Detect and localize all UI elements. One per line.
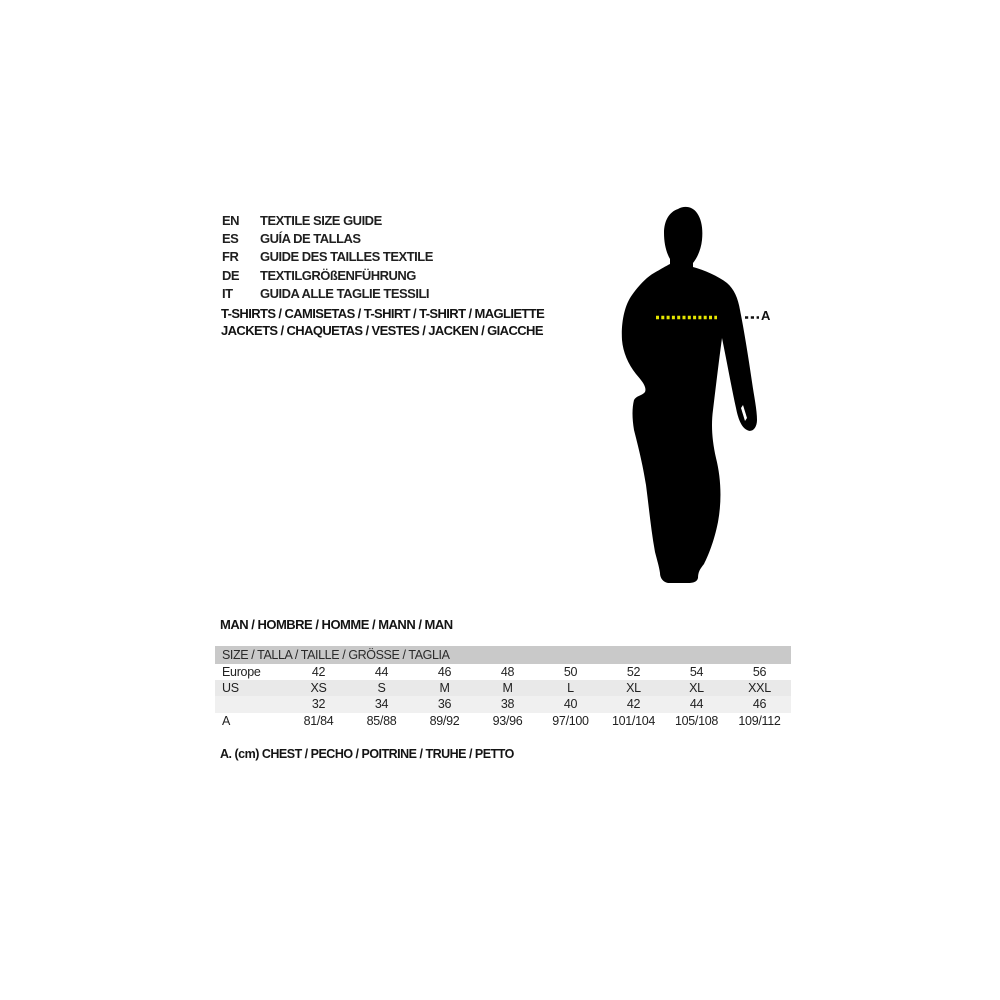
man-silhouette-figure — [600, 200, 800, 600]
size-table — [215, 646, 791, 729]
language-code: EN — [222, 212, 240, 228]
language-list — [222, 211, 433, 303]
table-cell: 34 — [374, 697, 389, 712]
table-cell: 46 — [437, 665, 452, 680]
table-cell: 54 — [689, 665, 704, 680]
table-cell: L — [567, 681, 574, 696]
table-cell: XS — [310, 681, 327, 696]
table-cell: 48 — [500, 665, 515, 680]
table-cell: 93/96 — [492, 713, 523, 728]
table-cell: M — [439, 681, 450, 696]
table-cell: 56 — [752, 665, 767, 680]
language-row-it — [222, 285, 433, 303]
language-row-es — [222, 229, 433, 247]
table-row-chest-cm — [215, 713, 791, 729]
language-title: GUIDA ALLE TAGLIE TESSILI — [260, 286, 430, 302]
language-row-de — [222, 266, 433, 284]
table-row-europe — [215, 664, 791, 680]
table-row-numeric — [215, 696, 791, 712]
table-cell: 32 — [311, 697, 326, 712]
product-line-tshirts: T-SHIRTS / CAMISETAS / T-SHIRT / T-SHIRT / MAGLIETTE — [221, 306, 545, 321]
table-cell: 36 — [437, 697, 452, 712]
table-row-us — [215, 680, 791, 696]
language-code: DE — [222, 267, 240, 283]
language-row-en — [222, 211, 433, 229]
man-silhouette — [622, 207, 757, 583]
product-category-lines — [221, 306, 544, 339]
table-cell: 42 — [311, 665, 326, 680]
table-cell: 52 — [626, 665, 641, 680]
table-cell: 42 — [626, 697, 641, 712]
table-cell: XXL — [748, 681, 771, 696]
table-cell: 38 — [500, 697, 515, 712]
language-row-fr — [222, 248, 433, 266]
table-cell: 89/92 — [429, 713, 460, 728]
row-label: Europe — [222, 665, 261, 680]
language-code: FR — [222, 249, 239, 265]
measure-point-a-label: A — [761, 308, 771, 323]
table-cell: 40 — [563, 697, 578, 712]
table-cell: 97/100 — [552, 713, 589, 728]
table-cell: M — [502, 681, 513, 696]
language-code: IT — [222, 286, 233, 302]
table-cell: XL — [689, 681, 704, 696]
table-cell: 44 — [374, 665, 389, 680]
size-table-header: SIZE / TALLA / TAILLE / GRÖSSE / TAGLIA — [215, 646, 791, 664]
table-cell: S — [377, 681, 386, 696]
table-cell: XL — [626, 681, 641, 696]
table-cell: 81/84 — [303, 713, 334, 728]
row-label: US — [222, 681, 239, 696]
product-line-jackets: JACKETS / CHAQUETAS / VESTES / JACKEN / GIACCHE — [221, 322, 543, 338]
table-cell: 44 — [689, 697, 704, 712]
table-cell: 46 — [752, 697, 767, 712]
row-label: A — [222, 713, 231, 728]
table-cell: 101/104 — [611, 713, 656, 728]
language-title: TEXTILGRÖßENFÜHRUNG — [260, 267, 416, 283]
language-code: ES — [222, 231, 239, 247]
section-title-man: MAN / HOMBRE / HOMME / MANN / MAN — [220, 617, 453, 632]
table-cell: 85/88 — [366, 713, 397, 728]
table-cell: 109/112 — [738, 713, 781, 728]
table-cell: 105/108 — [674, 713, 719, 728]
language-title: GUÍA DE TALLAS — [260, 231, 361, 247]
language-title: TEXTILE SIZE GUIDE — [260, 212, 382, 228]
measurement-footnote: A. (cm) CHEST / PECHO / POITRINE / TRUHE / PETTO — [220, 747, 514, 761]
language-title: GUIDE DES TAILLES TEXTILE — [260, 249, 433, 265]
table-cell: 50 — [563, 665, 578, 680]
